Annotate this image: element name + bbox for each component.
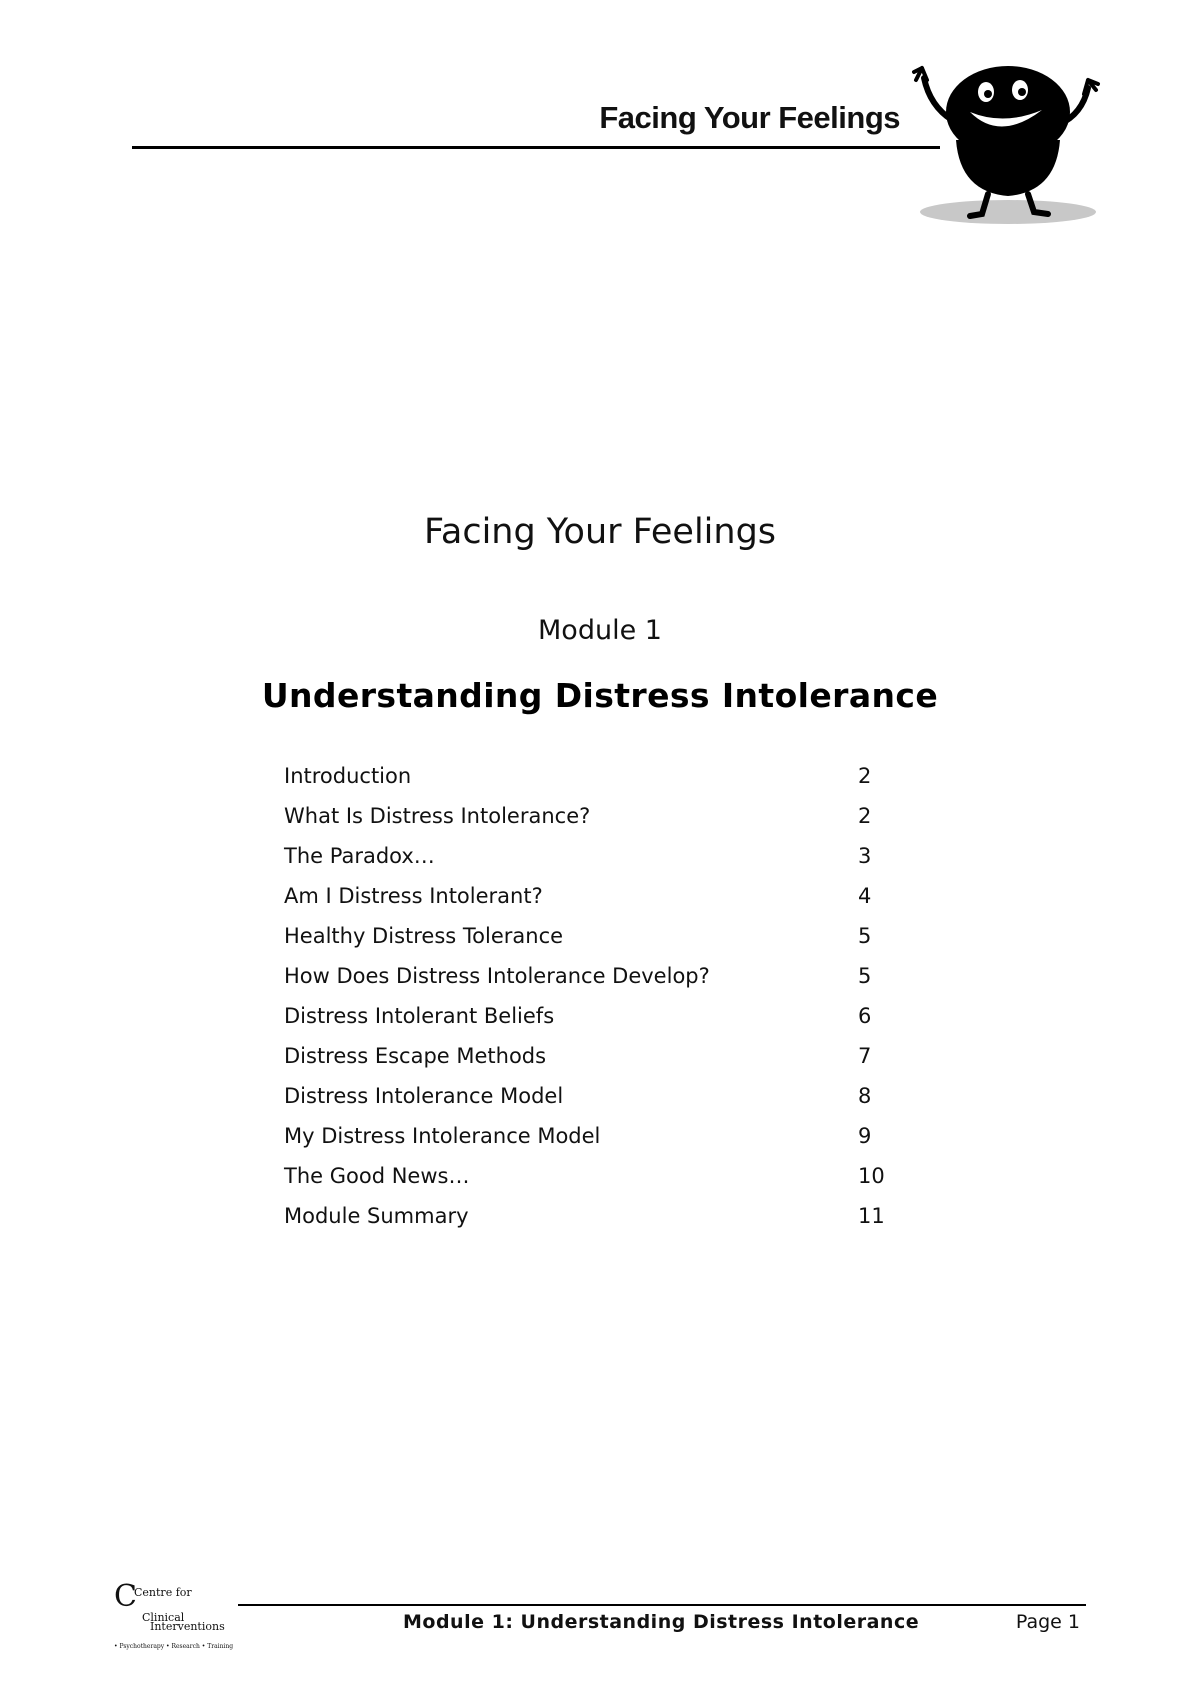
toc-row-module-summary[interactable] — [284, 1204, 904, 1244]
toc-row-the-good-news[interactable] — [284, 1164, 904, 1204]
footer-module-text: Module 1: Understanding Distress Intolerance — [403, 1611, 920, 1633]
toc-entry-title: The Good News… — [284, 1164, 470, 1188]
toc-entry-page: 10 — [858, 1164, 885, 1188]
toc-row-am-i-distress-intolerant[interactable] — [284, 884, 904, 924]
toc-entry-page: 6 — [858, 1004, 872, 1028]
header-title: Facing Your Feelings — [599, 100, 900, 135]
toc-entry-title: The Paradox… — [284, 844, 435, 868]
toc-row-distress-intolerant-beliefs[interactable] — [284, 1004, 904, 1044]
toc-row-my-distress-intolerance-model[interactable] — [284, 1124, 904, 1164]
toc-entry-title: Distress Escape Methods — [284, 1044, 547, 1068]
footer-rule — [238, 1604, 1086, 1606]
toc-entry-title: Healthy Distress Tolerance — [284, 924, 564, 948]
toc-entry-title: Am I Distress Intolerant? — [284, 884, 543, 908]
toc-row-what-is-distress-intolerance[interactable] — [284, 804, 904, 844]
smiling-pot-mascot-icon — [900, 62, 1110, 232]
toc-entry-title: Module Summary — [284, 1204, 469, 1228]
toc-entry-title: Introduction — [284, 764, 412, 788]
module-heading: Understanding Distress Intolerance — [261, 676, 939, 715]
toc-row-introduction[interactable] — [284, 764, 904, 804]
header-rule — [132, 146, 940, 149]
toc-entry-title: Distress Intolerant Beliefs — [284, 1004, 555, 1028]
toc-entry-page: 5 — [858, 964, 872, 988]
toc-entry-page: 11 — [858, 1204, 885, 1228]
toc-entry-title: Distress Intolerance Model — [284, 1084, 564, 1108]
toc-entry-title: My Distress Intolerance Model — [284, 1124, 601, 1148]
logo-line1: Centre for — [134, 1586, 192, 1599]
toc-entry-page: 3 — [858, 844, 872, 868]
toc-entry-page: 2 — [858, 804, 872, 828]
toc-entry-page: 5 — [858, 924, 872, 948]
cci-logo — [110, 1576, 280, 1656]
toc-row-the-paradox[interactable] — [284, 844, 904, 884]
toc-row-distress-intolerance-model[interactable] — [284, 1084, 904, 1124]
logo-tagline: • Psychotherapy • Research • Training — [114, 1643, 234, 1650]
module-label: Module 1 — [538, 615, 662, 646]
toc-entry-title: How Does Distress Intolerance Develop? — [284, 964, 710, 988]
logo-line3: Interventions — [150, 1620, 225, 1633]
toc-entry-page: 2 — [858, 764, 872, 788]
toc-entry-title: What Is Distress Intolerance? — [284, 804, 591, 828]
svg-text:C: C — [114, 1579, 137, 1614]
toc-entry-page: 9 — [858, 1124, 872, 1148]
toc-entry-page: 7 — [858, 1044, 872, 1068]
toc-entry-page: 4 — [858, 884, 872, 908]
toc-row-healthy-distress-tolerance[interactable] — [284, 924, 904, 964]
document-title: Facing Your Feelings — [423, 512, 777, 552]
toc-entry-page: 8 — [858, 1084, 872, 1108]
table-of-contents — [284, 764, 904, 1244]
toc-row-distress-escape-methods[interactable] — [284, 1044, 904, 1084]
footer-page-number: Page 1 — [1015, 1611, 1080, 1633]
toc-row-how-does-distress-intolerance-develop[interactable] — [284, 964, 904, 1004]
logo-line2: Clinical — [142, 1611, 185, 1624]
